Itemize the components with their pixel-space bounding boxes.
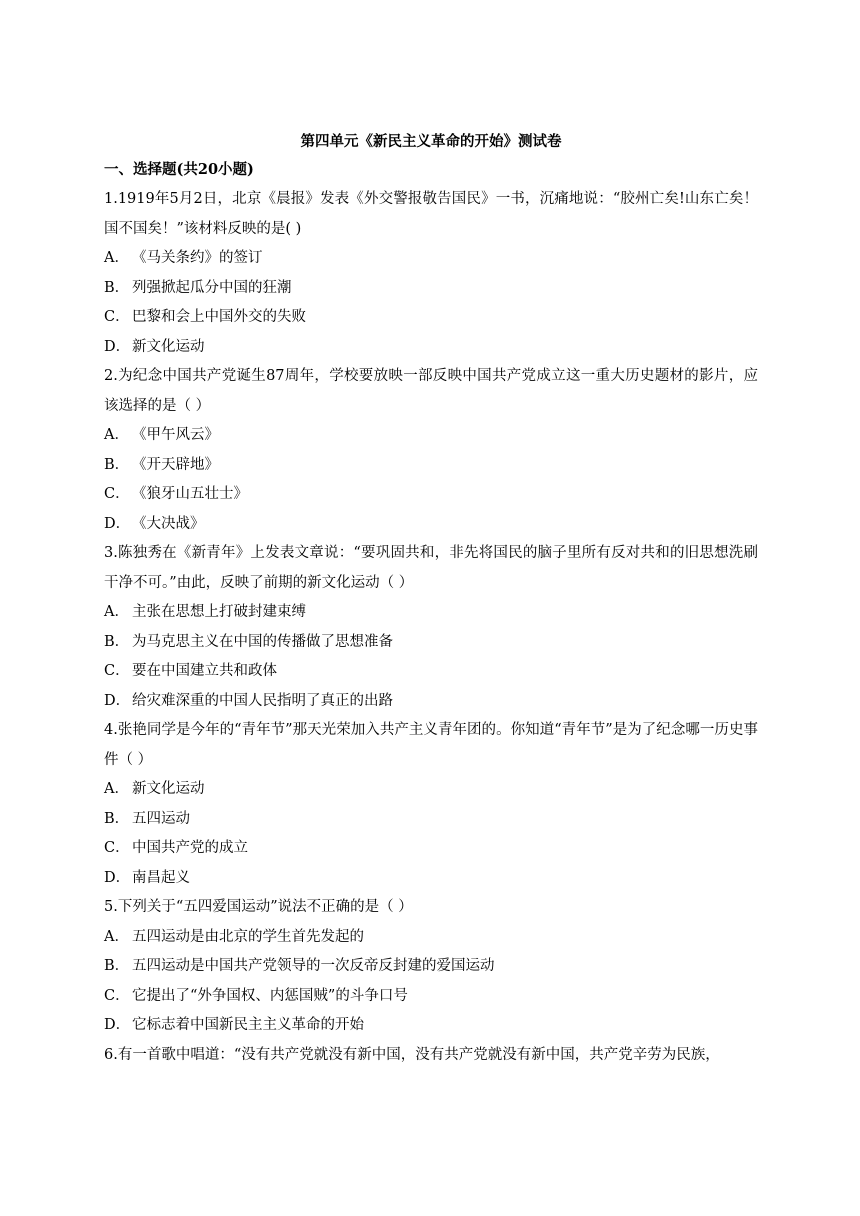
option-b xyxy=(104,274,758,304)
option-text: 主张在思想上打破封建束缚 xyxy=(132,604,306,620)
option-b xyxy=(104,805,758,835)
option-a xyxy=(104,421,758,451)
option-text: 《甲午风云》 xyxy=(132,427,219,443)
section-title: 一、选择题(共20小题) xyxy=(104,161,254,178)
option-text: 列强掀起瓜分中国的狂潮 xyxy=(132,279,292,296)
option-a xyxy=(104,244,758,274)
option-letter: B． xyxy=(104,279,130,296)
option-text: 《马关条约》的签订 xyxy=(132,250,263,266)
option-text: 要在中国建立共和政体 xyxy=(132,663,277,679)
option-c xyxy=(104,834,758,864)
option-letter: D． xyxy=(104,1017,131,1033)
option-letter: B． xyxy=(104,633,130,650)
option-text: 五四运动 xyxy=(132,810,190,827)
option-letter: C． xyxy=(104,663,130,679)
option-text: 五四运动是中国共产党领导的一次反帝反封建的爱国运动 xyxy=(132,958,495,974)
option-text: 新文化运动 xyxy=(132,338,205,355)
question-stem: 6.有一首歌中唱道：“没有共产党就没有新中国，没有共产党就没有新中国，共产党辛劳为民族， xyxy=(104,1046,720,1063)
option-b xyxy=(104,628,758,658)
option-letter: B． xyxy=(104,456,130,473)
question-6 xyxy=(104,1041,758,1071)
option-c xyxy=(104,982,758,1012)
option-letter: C． xyxy=(104,309,130,325)
document-title: 第四单元《新民主义革命的开始》测试卷 xyxy=(300,133,562,150)
question-4 xyxy=(104,716,758,893)
option-text: 给灾难深重的中国人民指明了真正的出路 xyxy=(132,692,393,709)
option-letter: D． xyxy=(104,869,131,886)
option-b xyxy=(104,952,758,982)
option-text: 新文化运动 xyxy=(132,781,205,797)
option-letter: D． xyxy=(104,338,131,355)
option-text: 《大决战》 xyxy=(132,515,205,532)
question-stem: 5.下列关于“五四爱国运动”说法不正确的是（ ） xyxy=(104,899,413,915)
option-d xyxy=(104,864,758,894)
question-3 xyxy=(104,539,758,716)
option-letter: A． xyxy=(104,781,129,797)
question-stem: 2.为纪念中国共产党诞生87周年，学校要放映一部反映中国共产党成立这一重大历史题材的影片，应该选择的是（ ） xyxy=(104,368,758,414)
option-a xyxy=(104,598,758,628)
question-stem: 1.1919年5月2日，北京《晨报》发表《外交警报敬告国民》一书，沉痛地说：“胶州亡矣!山东亡矣！国不国矣！”该材料反映的是( ) xyxy=(104,191,758,237)
option-letter: C． xyxy=(104,840,130,856)
document-content xyxy=(104,128,758,1070)
option-text: 南昌起义 xyxy=(132,869,190,886)
option-d xyxy=(104,333,758,363)
option-letter: C． xyxy=(104,987,130,1004)
option-text: 《开天辟地》 xyxy=(132,456,219,473)
option-text: 《狼牙山五壮士》 xyxy=(132,486,248,502)
option-letter: D． xyxy=(104,515,131,532)
option-text: 它提出了“外争国权、内惩国贼”的斗争口号 xyxy=(132,987,408,1004)
option-letter: B． xyxy=(104,810,130,827)
option-letter: A． xyxy=(104,604,129,620)
option-letter: A． xyxy=(104,928,129,945)
option-letter: D． xyxy=(104,692,131,709)
option-c xyxy=(104,657,758,687)
question-5 xyxy=(104,893,758,1041)
option-b xyxy=(104,451,758,481)
option-c xyxy=(104,480,758,510)
option-text: 五四运动是由北京的学生首先发起的 xyxy=(132,928,364,945)
option-text: 为马克思主义在中国的传播做了思想准备 xyxy=(132,633,393,650)
option-a xyxy=(104,775,758,805)
option-d xyxy=(104,510,758,540)
option-text: 中国共产党的成立 xyxy=(132,840,248,856)
question-stem: 3.陈独秀在《新青年》上发表文章说：“要巩固共和，非先将国民的脑子里所有反对共和的旧思想洗刷干净不可。”由此，反映了前期的新文化运动（ ） xyxy=(104,545,758,591)
option-letter: A． xyxy=(104,427,129,443)
question-stem: 4.张艳同学是今年的“青年节”那天光荣加入共产主义青年团的。你知道“青年节”是为了纪念哪一历史事件（ ） xyxy=(104,722,758,768)
option-letter: C． xyxy=(104,486,130,502)
question-2 xyxy=(104,362,758,539)
option-letter: B． xyxy=(104,958,130,974)
option-c xyxy=(104,303,758,333)
question-1 xyxy=(104,185,758,362)
option-letter: A． xyxy=(104,250,129,266)
option-text: 巴黎和会上中国外交的失败 xyxy=(132,309,306,325)
option-a xyxy=(104,923,758,953)
option-d xyxy=(104,1011,758,1041)
option-text: 它标志着中国新民主主义革命的开始 xyxy=(132,1017,364,1033)
option-d xyxy=(104,687,758,717)
